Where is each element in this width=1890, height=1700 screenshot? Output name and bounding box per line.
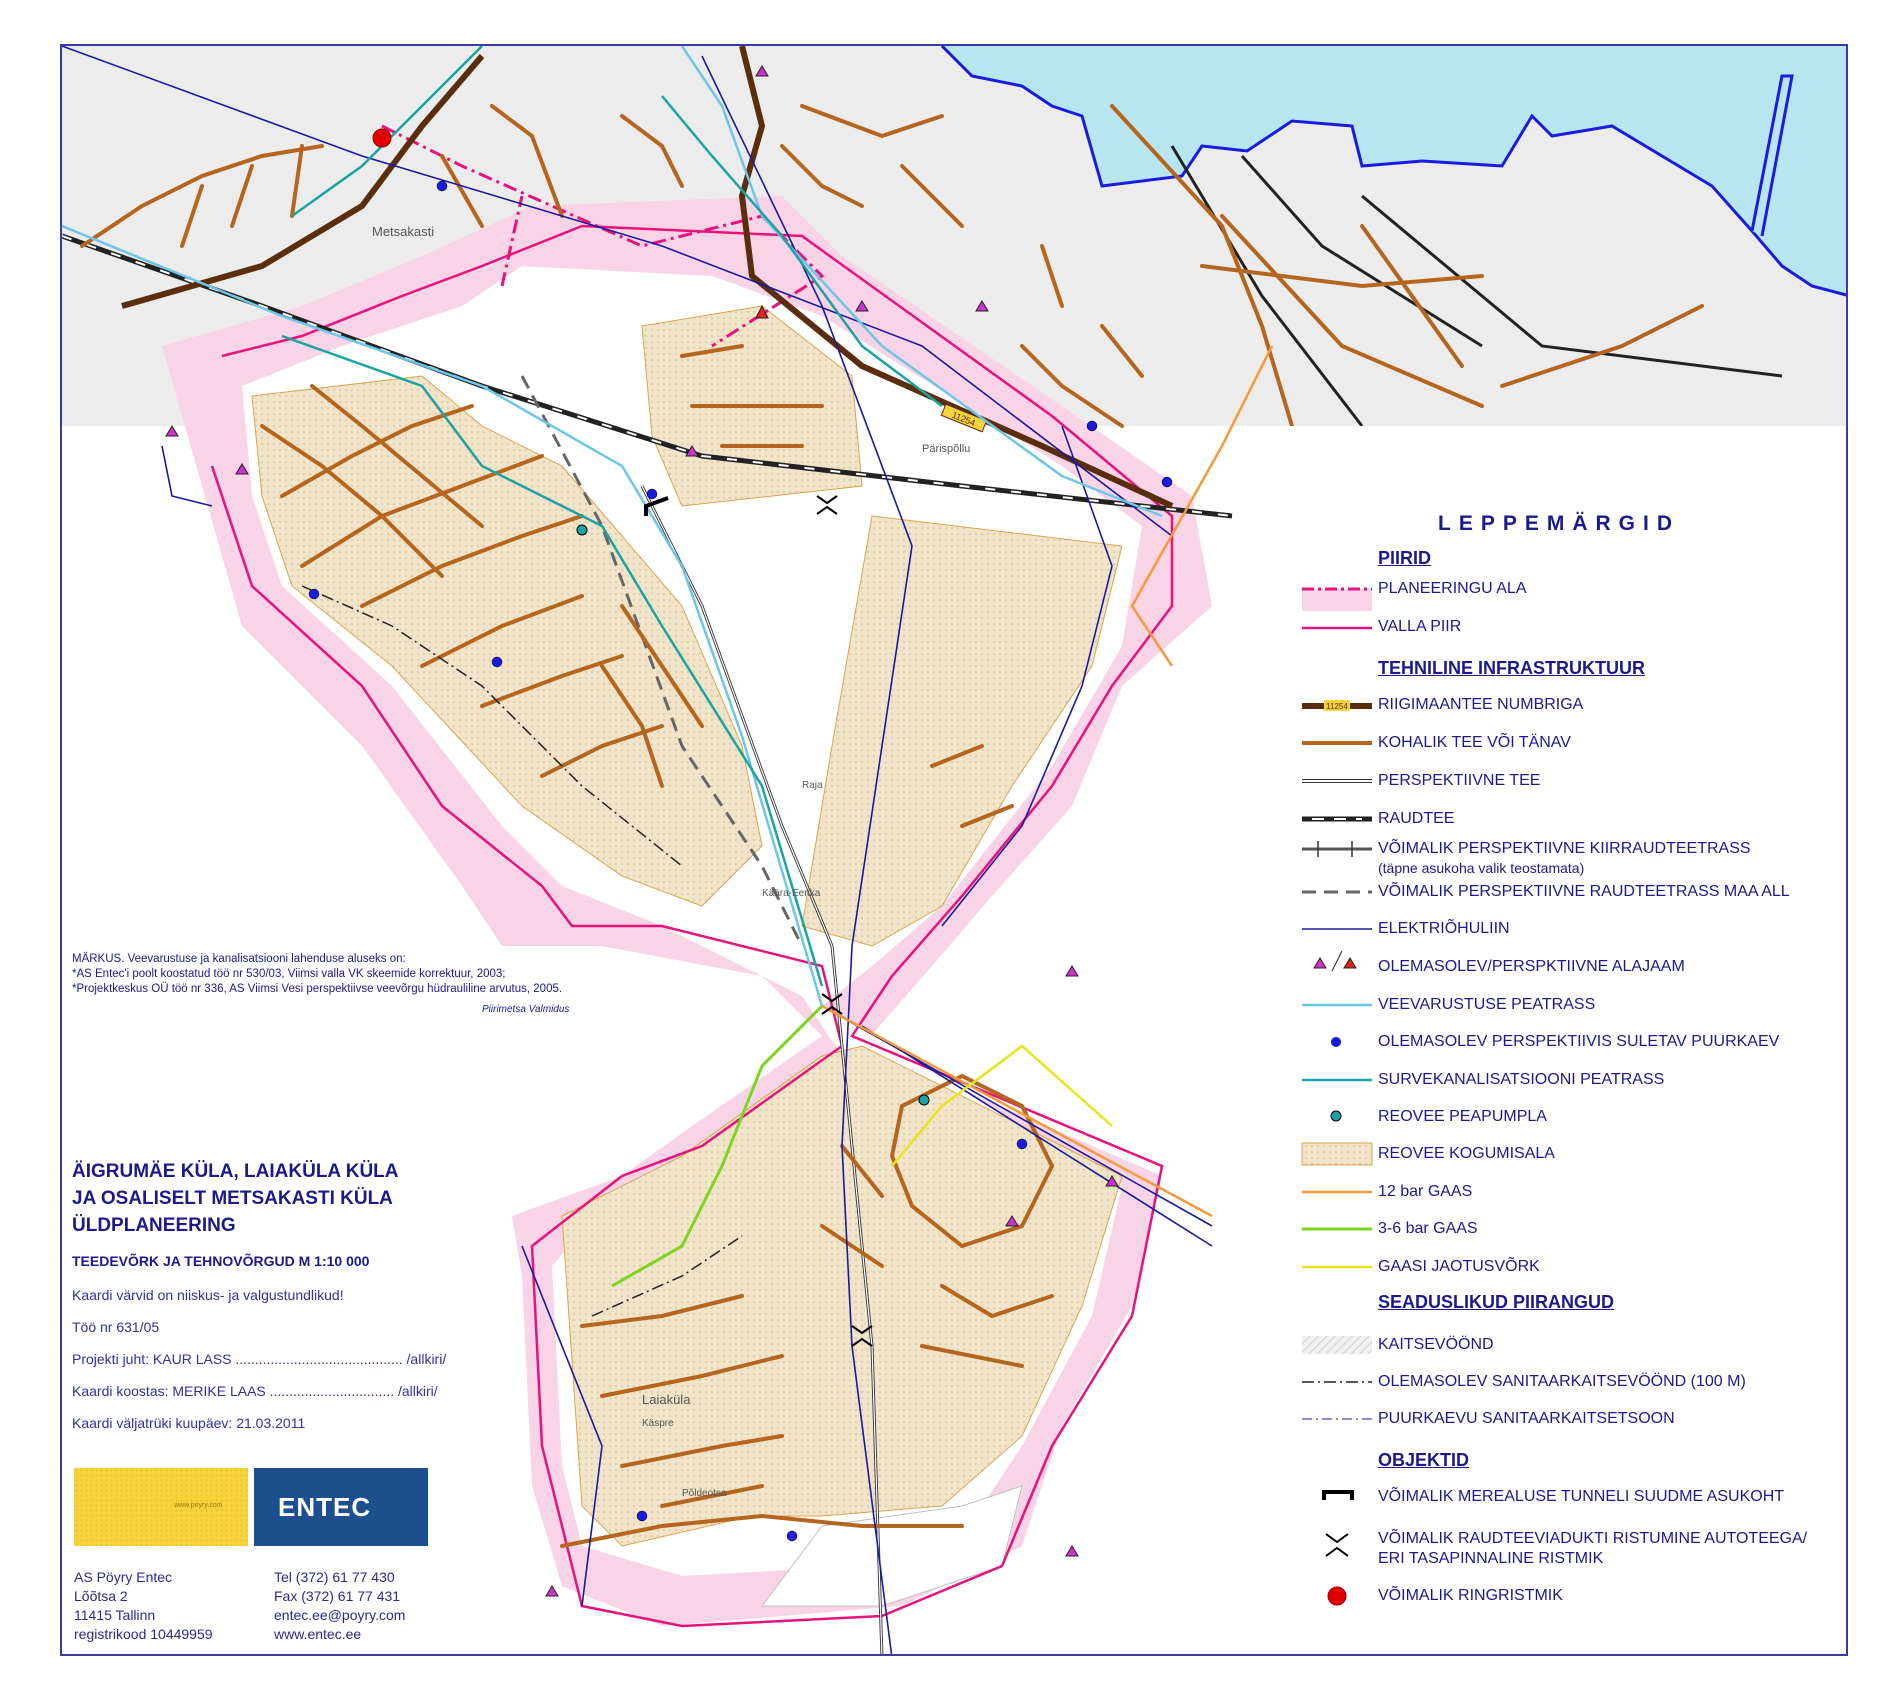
project-lead: Projekti juht: KAUR LASS ........................................... /allkiri/ bbox=[72, 1351, 447, 1367]
map-subtitle: TEEDEVÕRK JA TEHNOVÕRGUD M 1:10 000 bbox=[72, 1253, 370, 1269]
legend-item-municipal-boundary: VALLA PIIR bbox=[1378, 618, 1462, 635]
color-note: Kaardi värvid on niiskus- ja valgustundlikud! bbox=[72, 1287, 344, 1303]
legend-item-sanitary-zone: OLEMASOLEV SANITAARKAITSEVÖÖND (100 M) bbox=[1378, 1373, 1746, 1390]
title-line-3: ÜLDPLANEERING bbox=[72, 1215, 236, 1236]
place-label-metsakasti: Metsakasti bbox=[372, 224, 435, 239]
note-line-3: *Projektkeskus OÜ töö nr 336, AS Viimsi Vesi perspektiivse veevõrgu hüdrauliline arvutus, 2005. bbox=[72, 983, 563, 995]
title-block bbox=[72, 1158, 446, 1431]
note-signature: Piirimetsa Valmidus bbox=[482, 1004, 570, 1015]
place-label-poldeotsa: Põldeotsa bbox=[682, 1488, 727, 1499]
legend-item-viaduct bbox=[1378, 1530, 1807, 1568]
water-note bbox=[72, 952, 562, 997]
legend-item-sewer-main: SURVEKANALISATSIOONI PEATRASS bbox=[1378, 1071, 1665, 1088]
legend-item-water-main: VEEVARUSTUSE PEATRASS bbox=[1378, 996, 1596, 1013]
road-number-label: 11254 bbox=[950, 409, 977, 429]
place-label-kaspre: Käspre bbox=[642, 1418, 674, 1429]
legend-section-tehniline: TEHNILINE INFRASTRUKTUUR bbox=[1378, 658, 1645, 678]
legend-item-power-line: ELEKTRIÕHULIIN bbox=[1378, 920, 1510, 937]
work-number: Töö nr 631/05 bbox=[72, 1319, 160, 1335]
legend-section-seaduslikud: SEADUSLIKUD PIIRANGUD bbox=[1378, 1292, 1615, 1312]
legend-item-high-speed-rail-label: VÕIMALIK PERSPEKTIIVNE KIIRRAUDTEETRASS bbox=[1378, 840, 1751, 857]
legend-item-protection-zone: KAITSEVÖÖND bbox=[1378, 1336, 1494, 1353]
legend-item-perspective-road: PERSPEKTIIVNE TEE bbox=[1378, 772, 1541, 789]
place-label-raja: Raja bbox=[802, 780, 823, 791]
legend-item-substation: OLEMASOLEV/PERSPKTIIVNE ALAJAAM bbox=[1378, 958, 1685, 975]
note-line-2: *AS Entec'i poolt koostatud töö nr 530/03, Viimsi valla VK skeemide korrektuur, 2003; bbox=[72, 968, 506, 980]
contact-regcode: registrikood 10449959 bbox=[74, 1626, 213, 1642]
legend-item-roundabout: VÕIMALIK RINGRISTMIK bbox=[1378, 1587, 1563, 1604]
legend-title: LEPPEMÄRGID bbox=[1438, 512, 1681, 535]
svg-text:11254: 11254 bbox=[1326, 702, 1348, 711]
legend-item-gas-distribution: GAASI JAOTUSVÕRK bbox=[1378, 1258, 1540, 1275]
legend-item-sewage-area: REOVEE KOGUMISALA bbox=[1378, 1145, 1555, 1162]
place-label-laiakula: Laiaküla bbox=[642, 1392, 691, 1407]
legend-item-railway: RAUDTEE bbox=[1378, 810, 1455, 827]
entec-logo bbox=[254, 1468, 428, 1546]
legend-item-well-zone: PUURKAEVU SANITAARKAITSETSOON bbox=[1378, 1410, 1675, 1427]
legend-item-high-speed-rail-sub: (täpne asukoha valik teostamata) bbox=[1378, 860, 1585, 876]
contact-details bbox=[274, 1568, 405, 1644]
poyry-logo-url: www.poyry.com bbox=[174, 1502, 223, 1509]
contact-street: Lõõtsa 2 bbox=[74, 1588, 128, 1604]
entec-logo-text: ENTEC bbox=[278, 1492, 372, 1522]
contact-city: 11415 Tallinn bbox=[74, 1607, 156, 1623]
legend-item-gas-12bar: 12 bar GAAS bbox=[1378, 1183, 1473, 1200]
legend-item-local-road: KOHALIK TEE VÕI TÄNAV bbox=[1378, 734, 1571, 751]
legend-item-tunnel-mouth: VÕIMALIK MEREALUSE TUNNELI SUUDME ASUKOHT bbox=[1378, 1488, 1785, 1505]
contact-company: AS Pöyry Entec bbox=[74, 1569, 173, 1585]
legend-section-piirid: PIIRID bbox=[1378, 548, 1432, 568]
legend-item-gas-36bar: 3-6 bar GAAS bbox=[1378, 1220, 1478, 1237]
roundabout-icon bbox=[373, 129, 391, 147]
note-line-1: MÄRKUS. Veevarustuse ja kanalisatsiooni lahenduse aluseks on: bbox=[72, 953, 406, 965]
map-frame bbox=[60, 44, 1848, 1656]
legend-section-objektid: OBJEKTID bbox=[1378, 1450, 1470, 1470]
title-line-2: JA OSALISELT METSAKASTI KÜLA bbox=[72, 1188, 393, 1209]
legend-item-underground-rail: VÕIMALIK PERSPEKTIIVNE RAUDTEETRASS MAA ALL bbox=[1378, 883, 1790, 900]
pump-station-1 bbox=[577, 525, 587, 535]
contact-tel: Tel (372) 61 77 430 bbox=[274, 1569, 395, 1585]
place-label-kaara: Käära-Eerika bbox=[762, 888, 821, 899]
legend-item-pump-station: REOVEE PEAPUMPLA bbox=[1378, 1108, 1547, 1125]
contact-address bbox=[74, 1568, 213, 1644]
legend-item-state-road: RIIGIMAANTEE NUMBRIGA bbox=[1378, 696, 1584, 713]
legend-item-viaduct-sub: ERI TASAPINNALINE RISTMIK bbox=[1378, 1550, 1604, 1567]
contact-fax: Fax (372) 61 77 431 bbox=[274, 1588, 401, 1604]
legend-item-viaduct-label: VÕIMALIK RAUDTEEVIADUKTI RISTUMINE AUTOTEEGA/ bbox=[1378, 1530, 1808, 1547]
place-label-parispollu: Pärispõllu bbox=[922, 443, 971, 455]
legend-item-well: OLEMASOLEV PERSPEKTIIVIS SULETAV PUURKAEV bbox=[1378, 1033, 1780, 1050]
poyry-logo bbox=[74, 1468, 248, 1546]
legend-item-planning-area: PLANEERINGU ALA bbox=[1378, 580, 1527, 597]
title-line-1: ÄIGRUMÄE KÜLA, LAIAKÜLA KÜLA bbox=[72, 1161, 399, 1182]
print-date: Kaardi väljatrüki kuupäev: 21.03.2011 bbox=[72, 1415, 306, 1431]
compiled-by: Kaardi koostas: MERIKE LAAS ................................ /allkiri/ bbox=[72, 1383, 438, 1399]
pump-station-2 bbox=[919, 1095, 929, 1105]
contact-web[interactable]: www.entec.ee bbox=[274, 1626, 362, 1642]
legend-item-high-speed-rail bbox=[1378, 840, 1751, 876]
contact-email[interactable]: entec.ee@poyry.com bbox=[274, 1607, 406, 1623]
